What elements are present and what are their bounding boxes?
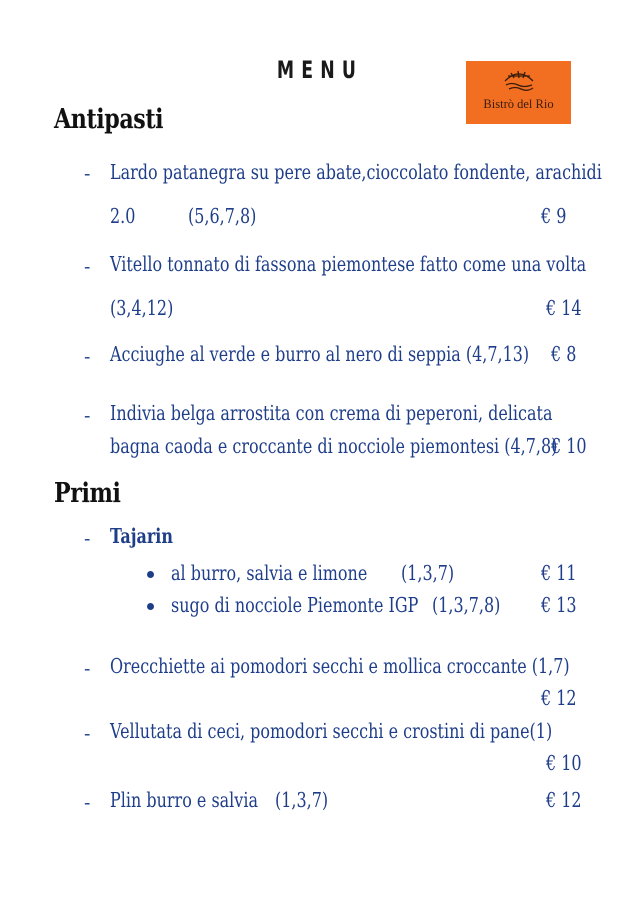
tajarin-variant-2-name: sugo di nocciole Piemonte IGP	[171, 593, 419, 617]
list-dash: -	[84, 163, 91, 185]
menu-title: MENU	[276, 56, 364, 84]
tajarin-variant-1-name: al burro, salvia e limone	[171, 561, 368, 585]
primi-item-3-allergens: (1,3,7)	[275, 788, 329, 812]
antipasti-item-4-line2: bagna caoda e croccante di nocciole piemontesi (4,7,8)	[110, 434, 558, 458]
section-title-antipasti: Antipasti	[54, 104, 164, 135]
tajarin-title: Tajarin	[110, 524, 174, 548]
bullet-dot	[147, 603, 154, 610]
antipasti-item-1-line1: Lardo patanegra su pere abate,cioccolato fondente, arachidi	[110, 160, 602, 184]
antipasti-item-1-allergens: (5,6,7,8)	[188, 204, 257, 228]
primi-item-2-price: € 10	[546, 751, 582, 775]
logo-text: Bistrò del Rio	[483, 97, 554, 111]
list-dash: -	[84, 346, 91, 368]
list-dash: -	[84, 792, 91, 814]
list-dash: -	[84, 723, 91, 745]
antipasti-item-4-price: € 10	[551, 434, 587, 458]
bridge-icon	[502, 65, 536, 93]
antipasti-item-1-line2: 2.0	[110, 204, 136, 228]
list-dash: -	[84, 528, 91, 550]
antipasti-item-2-price: € 14	[546, 296, 582, 320]
list-dash: -	[84, 405, 91, 427]
bullet-dot	[147, 571, 154, 578]
tajarin-variant-1-price: € 11	[541, 561, 577, 585]
list-dash: -	[84, 256, 91, 278]
antipasti-item-3-price: € 8	[551, 342, 577, 366]
primi-item-3-price: € 12	[546, 788, 582, 812]
tajarin-variant-2-allergens: (1,3,7,8)	[432, 593, 501, 617]
antipasti-item-2-allergens: (3,4,12)	[110, 296, 174, 320]
section-title-primi: Primi	[54, 478, 121, 509]
primi-item-2-line1: Vellutata di ceci, pomodori secchi e crostini di pane(1)	[110, 719, 553, 743]
bistro-logo	[466, 61, 571, 124]
primi-item-1-line1: Orecchiette ai pomodori secchi e mollica croccante (1,7)	[110, 654, 570, 678]
list-dash: -	[84, 658, 91, 680]
tajarin-variant-2-price: € 13	[541, 593, 577, 617]
antipasti-item-1-price: € 9	[541, 204, 567, 228]
antipasti-item-2-line1: Vitello tonnato di fassona piemontese fatto come una volta	[110, 252, 587, 276]
antipasti-item-4-line1: Indivia belga arrostita con crema di peperoni, delicata	[110, 401, 553, 425]
tajarin-variant-1-allergens: (1,3,7)	[401, 561, 455, 585]
primi-item-3-line1: Plin burro e salvia	[110, 788, 258, 812]
antipasti-item-3-line1: Acciughe al verde e burro al nero di seppia (4,7,13)	[110, 342, 530, 366]
primi-item-1-price: € 12	[541, 686, 577, 710]
